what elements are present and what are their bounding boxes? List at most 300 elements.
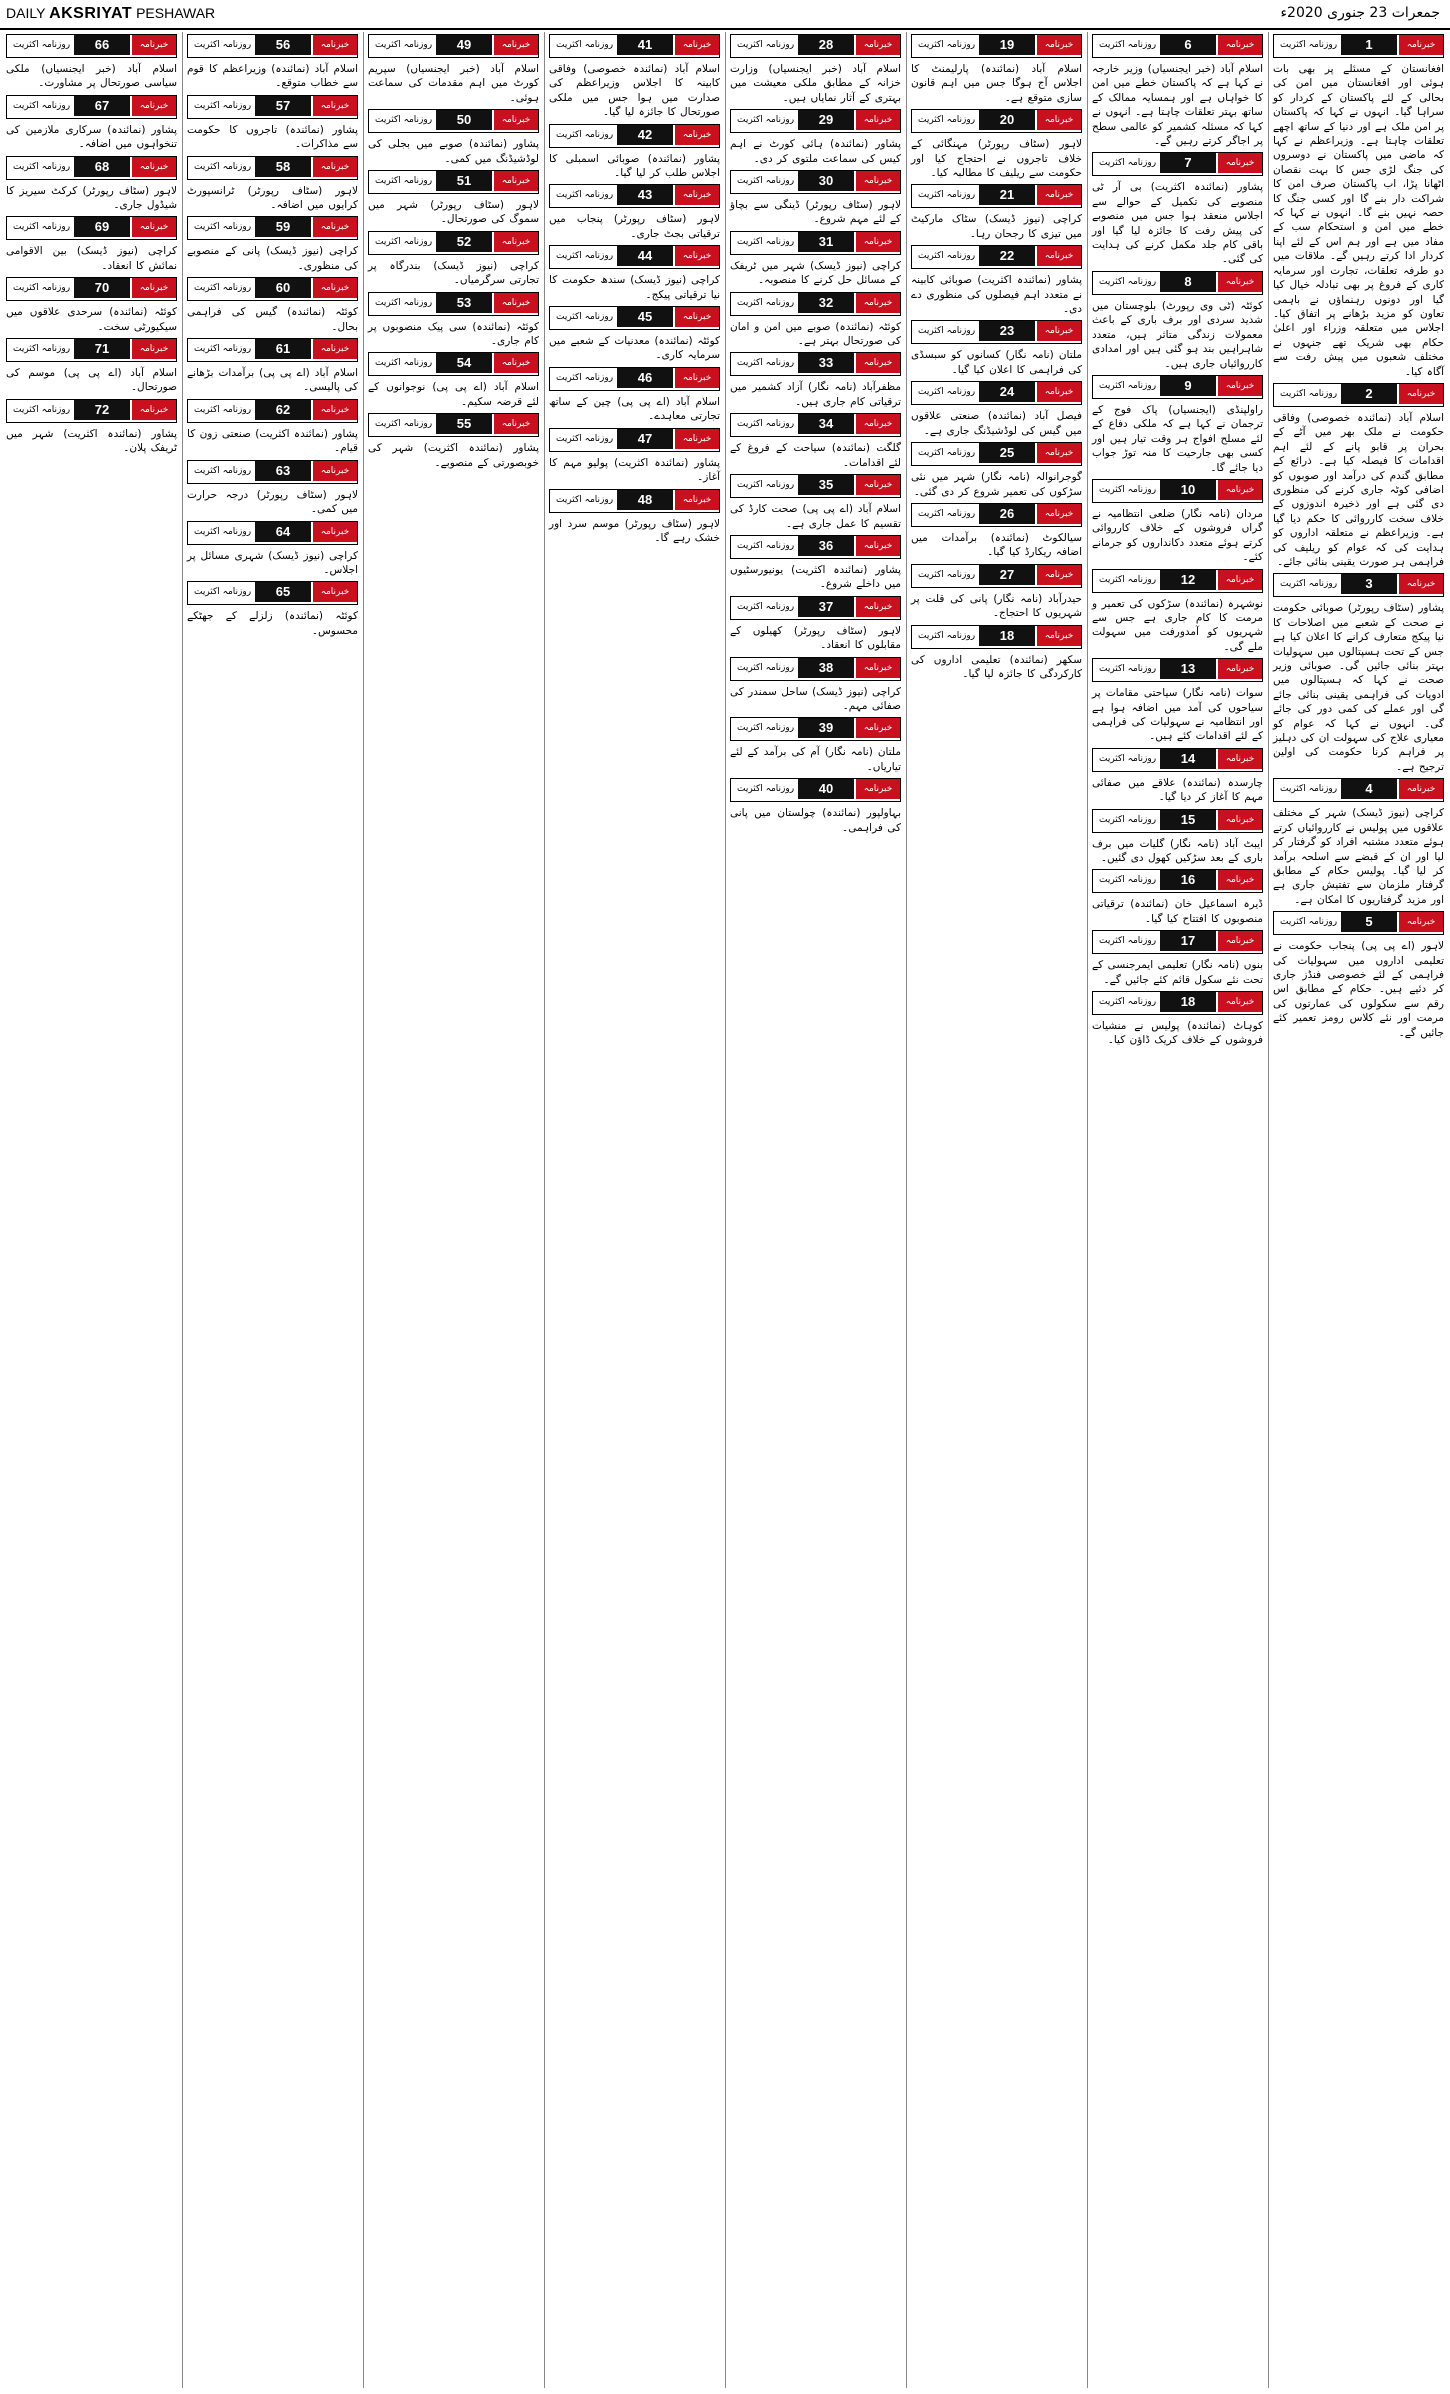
news-tag: خبرنامہ (1037, 565, 1081, 585)
news-body: کوئٹہ (نمائندہ) معدنیات کے شعبے میں سرمایہ کاری۔ (549, 335, 720, 362)
news-tag: خبرنامہ (675, 185, 719, 205)
news-tag: خبرنامہ (132, 339, 176, 359)
news-paper-name: روزنامہ اکثریت (1099, 380, 1157, 391)
news-paper-name: روزنامہ اکثریت (737, 176, 795, 187)
news-item (1092, 930, 1263, 987)
news-body: کراچی (نیوز ڈیسک) بندرگاہ پر تجارتی سرگرمیاں۔ (368, 259, 539, 287)
news-number: 38 (798, 658, 854, 678)
news-item (549, 489, 720, 546)
news-number: 47 (617, 429, 673, 449)
news-item-header (1092, 991, 1263, 1015)
news-body: گلگت (نمائندہ) سیاحت کے فروغ کے لئے اقدامات۔ (730, 442, 901, 469)
news-number: 49 (436, 35, 492, 55)
news-tag: خبرنامہ (1218, 570, 1262, 590)
news-paper-name: روزنامہ اکثریت (375, 176, 433, 187)
news-tag: خبرنامہ (675, 35, 719, 55)
news-number: 13 (1160, 659, 1216, 679)
news-item (1092, 271, 1263, 371)
news-body: کوئٹہ (ٹی وی رپورٹ) بلوچستان میں شدید سردی اور برف باری کے باعث معمولات زندگی متاثر ہیں، متعدد شاہراہیں بند ہو گئی ہیں اور امدادی کارروائیاں جاری ہیں۔ (1092, 299, 1263, 370)
news-paper-name: روزنامہ اکثریت (918, 326, 976, 337)
news-item-header (911, 625, 1082, 649)
news-body: ایبٹ آباد (نامہ نگار) گلیات میں برف باری کے بعد سڑکیں کھول دی گئیں۔ (1092, 837, 1263, 865)
news-item-header (1092, 152, 1263, 176)
news-number: 52 (436, 232, 492, 252)
news-tag: خبرنامہ (1218, 749, 1262, 769)
news-number: 29 (798, 110, 854, 130)
news-item-header (1273, 573, 1444, 597)
news-paper-name: روزنامہ اکثریت (737, 236, 795, 247)
news-item (368, 109, 539, 166)
news-item-header (368, 352, 539, 376)
news-item (1092, 748, 1263, 805)
news-number: 58 (255, 157, 311, 177)
news-number: 54 (436, 353, 492, 373)
news-item (549, 245, 720, 302)
news-number: 18 (979, 626, 1035, 646)
news-tag: خبرنامہ (856, 353, 900, 373)
news-paper-name: روزنامہ اکثریت (556, 190, 614, 201)
news-paper-name: روزنامہ اکثریت (1099, 664, 1157, 675)
news-body: پشاور (سٹاف رپورٹر) صوبائی حکومت نے صحت کے شعبے میں اصلاحات کا نیا پیکج متعارف کرانے کا اعلان کیا ہے جس کے تحت ہسپتالوں میں سہولیات بہتر بنائی جائیں گی۔ صوبائی وزیر صحت نے کہا کہ ہسپتالوں میں ادویات کی فراہمی یقینی بنائی جائے گی اور عملے کی کمی دور کی جائے گی۔ انہوں نے کہا کہ عوام کو معیاری علاج کی سہولت ان کی دہلیز پر فراہم کرنا حکومت کی اولین ترجیح ہے۔ (1273, 602, 1444, 773)
news-number: 9 (1160, 376, 1216, 396)
news-body: اسلام آباد (اے پی پی) چین کے ساتھ تجارتی معاہدے۔ (549, 395, 720, 423)
news-body: پشاور (نمائندہ) تاجروں کا حکومت سے مذاکرات۔ (187, 123, 358, 151)
news-column (547, 32, 722, 2388)
news-number: 22 (979, 246, 1035, 266)
news-item (1273, 34, 1444, 379)
news-body: کراچی (نیوز ڈیسک) بین الاقوامی نمائش کا انعقاد۔ (6, 245, 177, 272)
news-item (730, 109, 901, 166)
news-body: حیدرآباد (نامہ نگار) پانی کی قلت پر شہریوں کا احتجاج۔ (911, 592, 1082, 620)
news-number: 4 (1341, 779, 1397, 799)
news-item (549, 306, 720, 363)
news-item (187, 460, 358, 517)
news-paper-name: روزنامہ اکثریت (194, 404, 252, 415)
news-number: 1 (1341, 35, 1397, 55)
news-paper-name: روزنامہ اکثریت (918, 115, 976, 126)
news-item-header (549, 124, 720, 148)
news-number: 61 (255, 339, 311, 359)
news-item (187, 521, 358, 578)
news-body: سیالکوٹ (نمائندہ) برآمدات میں اضافہ ریکارڈ کیا گیا۔ (911, 531, 1082, 559)
news-paper-name: روزنامہ اکثریت (1280, 40, 1338, 50)
news-number: 37 (798, 597, 854, 617)
news-body: اسلام آباد (نمائندہ خصوصی) وفاقی حکومت نے ملک بھر میں آٹے کے بحران پر قابو پانے کے لئے اہم اقدامات کا فیصلہ کیا ہے۔ ذرائع کے مطابق گندم کی درآمد اور صوبوں کو اضافی کوٹہ جاری کرنے کی منظوری دی گئی ہے اور ذخیرہ اندوزوں کے خلاف سخت کارروائی کا حکم دیا گیا ہے۔ وزیراعظم نے متعلقہ اداروں کو ہدایت کی کہ عوام کو ریلیف کی فراہمی ہر صورت یقینی بنائی جائے۔ (1273, 411, 1444, 568)
news-column (909, 32, 1084, 2388)
news-tag: خبرنامہ (132, 400, 176, 420)
news-tag: خبرنامہ (313, 400, 357, 420)
news-number: 67 (74, 96, 130, 116)
news-item-header (549, 34, 720, 58)
news-item (730, 413, 901, 470)
news-paper-name: روزنامہ اکثریت (375, 419, 433, 430)
news-number: 35 (798, 475, 854, 495)
news-item-header (6, 95, 177, 119)
news-item-header (1092, 34, 1263, 58)
news-number: 66 (74, 35, 130, 55)
news-paper-name: روزنامہ اکثریت (556, 312, 614, 323)
news-number: 45 (617, 307, 673, 327)
news-item (911, 442, 1082, 499)
news-tag: خبرنامہ (1037, 246, 1081, 266)
news-number: 43 (617, 185, 673, 205)
news-number: 65 (255, 582, 311, 602)
news-paper-name: روزنامہ اکثریت (1099, 574, 1157, 585)
news-tag: خبرنامہ (313, 217, 357, 237)
news-tag: خبرنامہ (1218, 153, 1262, 173)
news-paper-name: روزنامہ اکثریت (194, 526, 252, 537)
news-item-header (549, 306, 720, 330)
news-item-header (911, 564, 1082, 588)
news-body: افغانستان کے مسئلے پر بھی بات ہوئی اور افغانستان میں امن کی بحالی کے لئے پاکستان کے کردار کو سراہا گیا۔ انہوں نے کہا کہ پاکستان پر امن ملک ہے اور دنیا کے ساتھ اچھے تعلقات چاہتا ہے۔ وزیراعظم نے کہا کہ ماضی میں پاکستان نے دوسروں کی جنگ لڑی جس کا بہت نقصان اٹھانا پڑا، اب پاکستان صرف امن کا شراکت دار بنے گا اور کسی جنگ کا حصہ نہیں بنے گا۔ انہوں نے کہا کہ خطے میں امن و استحکام سب کے مفاد میں ہے اور ہم اس کے لئے اپنا کردار ادا کرتے رہیں گے۔ ملاقات میں دو طرفہ تعلقات، تجارت اور سرمایہ کاری کے فروغ پر بھی تبادلہ خیال کیا گیا اور دونوں رہنماؤں نے باہمی تعاون کو مزید بڑھانے پر اتفاق کیا۔ اجلاس میں متعلقہ وزراء اور اعلیٰ حکام بھی شریک تھے جنہوں نے مختلف شعبوں میں پیش رفت سے آگاہ کیا۔ (1273, 63, 1444, 378)
news-item (1092, 658, 1263, 744)
news-item-header (368, 292, 539, 316)
news-body: ملتان (نامہ نگار) آم کی برآمد کے لئے تیاریاں۔ (730, 746, 901, 773)
news-item (1092, 809, 1263, 866)
news-number: 19 (979, 35, 1035, 55)
news-paper-name: روزنامہ اکثریت (194, 587, 252, 598)
news-tag: خبرنامہ (313, 461, 357, 481)
news-column (366, 32, 541, 2388)
news-tag: خبرنامہ (856, 597, 900, 617)
news-body: بنوں (نامہ نگار) تعلیمی ایمرجنسی کے تحت نئے سکول قائم کئے جائیں گے۔ (1092, 959, 1263, 986)
news-item (730, 778, 901, 835)
news-body: پشاور (نمائندہ) سرکاری ملازمین کی تنخواہوں میں اضافہ۔ (6, 123, 177, 151)
news-body: راولپنڈی (ایجنسیاں) پاک فوج کے ترجمان نے کہا ہے کہ ملکی دفاع کے لئے مسلح افواج ہر وقت تیار ہیں اور کسی بھی جارحیت کا منہ توڑ جواب دیا جائے گا۔ (1092, 403, 1263, 474)
news-paper-name: روزنامہ اکثریت (375, 40, 433, 50)
news-body: مردان (نامہ نگار) ضلعی انتظامیہ نے گراں فروشوں کے خلاف کارروائی کرتے ہوئے متعدد دکانداروں کو جرمانے کئے۔ (1092, 507, 1263, 564)
news-tag: خبرنامہ (1037, 504, 1081, 524)
news-item-header (911, 503, 1082, 527)
news-item-header (6, 34, 177, 58)
news-body: لاہور (سٹاف رپورٹر) مہنگائی کے خلاف تاجروں نے احتجاج کیا اور حکومت سے ریلیف کا مطالبہ کیا۔ (911, 138, 1082, 180)
news-number: 30 (798, 171, 854, 191)
news-item-header (368, 34, 539, 58)
news-number: 56 (255, 35, 311, 55)
news-item-header (368, 413, 539, 437)
news-item (549, 184, 720, 241)
news-body: کوئٹہ (نمائندہ) صوبے میں امن و امان کی صورتحال بہتر ہے۔ (730, 320, 901, 348)
news-number: 33 (798, 353, 854, 373)
news-tag: خبرنامہ (313, 96, 357, 116)
news-tag: خبرنامہ (675, 307, 719, 327)
news-item-header (549, 245, 720, 269)
news-paper-name: روزنامہ اکثریت (1280, 388, 1338, 399)
news-tag: خبرنامہ (1037, 321, 1081, 341)
news-paper-name: روزنامہ اکثریت (13, 404, 71, 415)
news-item (6, 95, 177, 152)
news-item (368, 34, 539, 105)
news-tag: خبرنامہ (1399, 35, 1443, 55)
news-item (6, 338, 177, 395)
news-paper-name: روزنامہ اکثریت (556, 433, 614, 444)
news-paper-name: روزنامہ اکثریت (1099, 997, 1157, 1008)
newspaper-name-main: AKSRIYAT (49, 5, 133, 22)
news-tag: خبرنامہ (132, 96, 176, 116)
news-tag: خبرنامہ (1399, 384, 1443, 404)
news-body: لاہور (سٹاف رپورٹر) ٹرانسپورٹ کرایوں میں اضافہ۔ (187, 184, 358, 212)
news-item (549, 367, 720, 424)
news-tag: خبرنامہ (494, 35, 538, 55)
news-paper-name: روزنامہ اکثریت (556, 40, 614, 50)
news-tag: خبرنامہ (675, 490, 719, 510)
news-tag: خبرنامہ (1218, 480, 1262, 500)
news-item-header (1092, 375, 1263, 399)
news-number: 31 (798, 232, 854, 252)
news-tag: خبرنامہ (1037, 626, 1081, 646)
news-tag: خبرنامہ (132, 278, 176, 298)
news-tag: خبرنامہ (1037, 443, 1081, 463)
news-tag: خبرنامہ (856, 475, 900, 495)
news-column (1271, 32, 1446, 2388)
news-number: 26 (979, 504, 1035, 524)
news-number: 63 (255, 461, 311, 481)
news-item (911, 320, 1082, 377)
news-tag: خبرنامہ (1218, 659, 1262, 679)
news-number: 34 (798, 414, 854, 434)
news-paper-name: روزنامہ اکثریت (1099, 40, 1157, 50)
news-item (730, 231, 901, 288)
news-tag: خبرنامہ (132, 217, 176, 237)
news-number: 2 (1341, 384, 1397, 404)
news-number: 27 (979, 565, 1035, 585)
news-column (1090, 32, 1265, 2388)
news-item-header (1092, 930, 1263, 954)
news-body: پشاور (نمائندہ اکثریت) پولیو مہم کا آغاز۔ (549, 456, 720, 484)
news-item (368, 292, 539, 349)
news-tag: خبرنامہ (856, 414, 900, 434)
column-divider (1268, 32, 1269, 2388)
news-body: اسلام آباد (خبر ایجنسیاں) وزیر خارجہ نے کہا ہے کہ پاکستان خطے میں امن کا خواہاں ہے اور ہمسایہ ممالک کے ساتھ بہتر تعلقات چاہتا ہے۔ انہوں نے کہا کہ مسئلہ کشمیر کو عالمی سطح پر اجاگر کرتے رہیں گے۔ (1092, 63, 1263, 148)
news-body: لاہور (سٹاف رپورٹر) درجہ حرارت میں کمی۔ (187, 488, 358, 516)
news-item (730, 170, 901, 227)
news-body: فیصل آباد (نمائندہ) صنعتی علاقوں میں گیس کی لوڈشیڈنگ جاری ہے۔ (911, 410, 1082, 437)
news-number: 28 (798, 35, 854, 55)
news-tag: خبرنامہ (856, 35, 900, 55)
news-number: 15 (1160, 810, 1216, 830)
news-item (911, 503, 1082, 560)
news-tag: خبرنامہ (1218, 376, 1262, 396)
news-number: 48 (617, 490, 673, 510)
news-paper-name: روزنامہ اکثریت (918, 387, 976, 398)
news-number: 18 (1160, 992, 1216, 1012)
news-item-header (549, 184, 720, 208)
news-body: پشاور (نمائندہ) صوبے میں بجلی کی لوڈشیڈنگ میں کمی۔ (368, 138, 539, 165)
news-paper-name: روزنامہ اکثریت (13, 222, 71, 233)
news-item (6, 277, 177, 334)
news-item (911, 109, 1082, 180)
news-item-header (6, 399, 177, 423)
news-paper-name: روزنامہ اکثریت (737, 784, 795, 795)
news-number: 25 (979, 443, 1035, 463)
news-item-header (1273, 911, 1444, 935)
news-paper-name: روزنامہ اکثریت (918, 630, 976, 641)
news-paper-name: روزنامہ اکثریت (13, 344, 71, 355)
news-item-header (911, 34, 1082, 58)
news-paper-name: روزنامہ اکثریت (1099, 936, 1157, 947)
news-item (368, 413, 539, 470)
news-paper-name: روزنامہ اکثریت (375, 297, 433, 308)
news-item (1273, 383, 1444, 569)
news-item-header (549, 367, 720, 391)
news-item-header (187, 216, 358, 240)
news-body: کراچی (نیوز ڈیسک) ساحل سمندر کی صفائی مہم۔ (730, 685, 901, 712)
news-item-header (1092, 869, 1263, 893)
news-body: پشاور (نمائندہ اکثریت) صنعتی زون کا قیام۔ (187, 427, 358, 455)
news-number: 68 (74, 157, 130, 177)
news-item-header (1092, 658, 1263, 682)
news-tag: خبرنامہ (313, 278, 357, 298)
news-item-header (730, 109, 901, 133)
news-body: پشاور (نمائندہ اکثریت) بی آر ٹی منصوبے کی تکمیل کے حوالے سے اجلاس منعقد ہوا جس میں منصوبے کی پیش رفت کا جائزہ لیا گیا اور باقی کام جلد مکمل کرنے کی ہدایت کی گئی۔ (1092, 181, 1263, 266)
news-number: 42 (617, 125, 673, 145)
news-item (1092, 869, 1263, 926)
news-number: 57 (255, 96, 311, 116)
news-item (187, 581, 358, 638)
news-tag: خبرنامہ (313, 157, 357, 177)
news-body: اسلام آباد (نمائندہ) پارلیمنٹ کا اجلاس آج ہوگا جس میں اہم قانون سازی متوقع ہے۔ (911, 63, 1082, 104)
news-number: 5 (1341, 912, 1397, 932)
news-paper-name: روزنامہ اکثریت (737, 358, 795, 369)
news-item (911, 381, 1082, 438)
news-item-header (187, 156, 358, 180)
news-item-header (187, 338, 358, 362)
news-item (549, 124, 720, 181)
news-body: پشاور (نمائندہ) ہائی کورٹ نے اہم کیس کی سماعت ملتوی کر دی۔ (730, 138, 901, 165)
news-tag: خبرنامہ (1218, 35, 1262, 55)
news-item-header (187, 521, 358, 545)
news-paper-name: روزنامہ اکثریت (194, 465, 252, 476)
news-tag: خبرنامہ (132, 157, 176, 177)
news-item (1092, 479, 1263, 565)
news-item (187, 216, 358, 273)
news-item (730, 352, 901, 409)
news-tag: خبرنامہ (1399, 912, 1443, 932)
news-item-header (6, 216, 177, 240)
news-number: 55 (436, 414, 492, 434)
news-body: اسلام آباد (خبر ایجنسیاں) ملکی سیاسی صورتحال پر مشاورت۔ (6, 63, 177, 90)
news-item-header (187, 399, 358, 423)
news-tag: خبرنامہ (1037, 110, 1081, 130)
news-tag: خبرنامہ (1218, 992, 1262, 1012)
news-number: 32 (798, 293, 854, 313)
news-paper-name: روزنامہ اکثریت (737, 419, 795, 430)
news-item-header (368, 170, 539, 194)
news-tag: خبرنامہ (1037, 185, 1081, 205)
news-item (730, 657, 901, 714)
news-number: 46 (617, 368, 673, 388)
news-item (911, 184, 1082, 241)
news-item-header (6, 156, 177, 180)
news-tag: خبرنامہ (675, 429, 719, 449)
news-item-header (730, 231, 901, 255)
news-tag: خبرنامہ (494, 110, 538, 130)
news-item-header (187, 95, 358, 119)
news-column (185, 32, 360, 2388)
news-paper-name: روزنامہ اکثریت (737, 601, 795, 612)
news-tag: خبرنامہ (313, 35, 357, 55)
news-item-header (730, 535, 901, 559)
news-number: 12 (1160, 570, 1216, 590)
news-body: اسلام آباد (اے پی پی) نوجوانوں کے لئے قرضہ سکیم۔ (368, 381, 539, 408)
news-item-header (1092, 748, 1263, 772)
news-number: 60 (255, 278, 311, 298)
news-tag: خبرنامہ (1218, 870, 1262, 890)
column-divider (725, 32, 726, 2388)
news-body: کراچی (نیوز ڈیسک) پانی کے منصوبے کی منظوری۔ (187, 245, 358, 272)
news-item-header (6, 277, 177, 301)
news-item-header (6, 338, 177, 362)
news-item-header (730, 170, 901, 194)
news-tag: خبرنامہ (1037, 35, 1081, 55)
news-item (730, 474, 901, 531)
news-number: 16 (1160, 870, 1216, 890)
news-item (368, 352, 539, 409)
news-number: 44 (617, 246, 673, 266)
news-item (730, 34, 901, 105)
news-body: اسلام آباد (نمائندہ خصوصی) وفاقی کابینہ کا اجلاس وزیراعظم کی صدارت میں ہوا جس میں ملکی صورتحال کا جائزہ لیا گیا۔ (549, 63, 720, 119)
news-tag: خبرنامہ (1218, 931, 1262, 951)
news-item (187, 34, 358, 91)
news-item-header (1273, 383, 1444, 407)
news-number: 10 (1160, 480, 1216, 500)
news-item (911, 564, 1082, 621)
news-body: اسلام آباد (اے پی پی) برآمدات بڑھانے کی پالیسی۔ (187, 367, 358, 394)
news-body: لاہور (اے پی پی) پنجاب حکومت نے تعلیمی اداروں میں سہولیات کی فراہمی کے لئے خصوصی فنڈز جاری کر دئیے ہیں۔ حکام کے مطابق اس رقم سے سکولوں کی عمارتوں کی مرمت اور نئے کلاس رومز تعمیر کئے جائیں گے۔ (1273, 940, 1444, 1039)
news-item (1092, 991, 1263, 1048)
news-tag: خبرنامہ (494, 171, 538, 191)
news-item (911, 245, 1082, 316)
news-tag: خبرنامہ (313, 339, 357, 359)
news-number: 62 (255, 400, 311, 420)
news-body: لاہور (سٹاف رپورٹر) پنجاب میں ترقیاتی بجٹ جاری۔ (549, 213, 720, 240)
news-number: 7 (1160, 153, 1216, 173)
news-number: 17 (1160, 931, 1216, 951)
news-body: اسلام آباد (خبر ایجنسیاں) وزارت خزانہ کے مطابق ملکی معیشت میں بہتری کے آثار نمایاں ہیں۔ (730, 63, 901, 104)
news-paper-name: روزنامہ اکثریت (918, 251, 976, 262)
news-body: کوئٹہ (نمائندہ) سی پیک منصوبوں پر کام جاری۔ (368, 320, 539, 348)
news-item-header (187, 581, 358, 605)
news-paper-name: روزنامہ اکثریت (556, 372, 614, 383)
news-item-header (730, 778, 901, 802)
news-paper-name: روزنامہ اکثریت (556, 251, 614, 262)
news-body: کوئٹہ (نمائندہ) زلزلے کے جھٹکے محسوس۔ (187, 610, 358, 637)
news-item-header (730, 352, 901, 376)
news-tag: خبرنامہ (1037, 382, 1081, 402)
news-tag: خبرنامہ (494, 414, 538, 434)
news-item-header (730, 596, 901, 620)
news-tag: خبرنامہ (675, 125, 719, 145)
news-body: اسلام آباد (اے پی پی) صحت کارڈ کی تقسیم کا عمل جاری ہے۔ (730, 503, 901, 530)
news-paper-name: روزنامہ اکثریت (1099, 484, 1157, 495)
masthead (0, 0, 1450, 30)
news-number: 64 (255, 522, 311, 542)
news-paper-name: روزنامہ اکثریت (13, 283, 71, 294)
news-item-header (549, 428, 720, 452)
news-item-header (730, 657, 901, 681)
news-item-header (549, 489, 720, 513)
news-number: 6 (1160, 35, 1216, 55)
news-body: پشاور (نمائندہ اکثریت) شہر میں ٹریفک پلان۔ (6, 427, 177, 455)
column-divider (363, 32, 364, 2388)
news-tag: خبرنامہ (1218, 810, 1262, 830)
news-item-header (911, 381, 1082, 405)
news-tag: خبرنامہ (856, 536, 900, 556)
news-item (187, 156, 358, 213)
news-item (6, 156, 177, 213)
news-body: بہاولپور (نمائندہ) چولستان میں پانی کی فراہمی۔ (730, 807, 901, 834)
news-item-header (911, 442, 1082, 466)
